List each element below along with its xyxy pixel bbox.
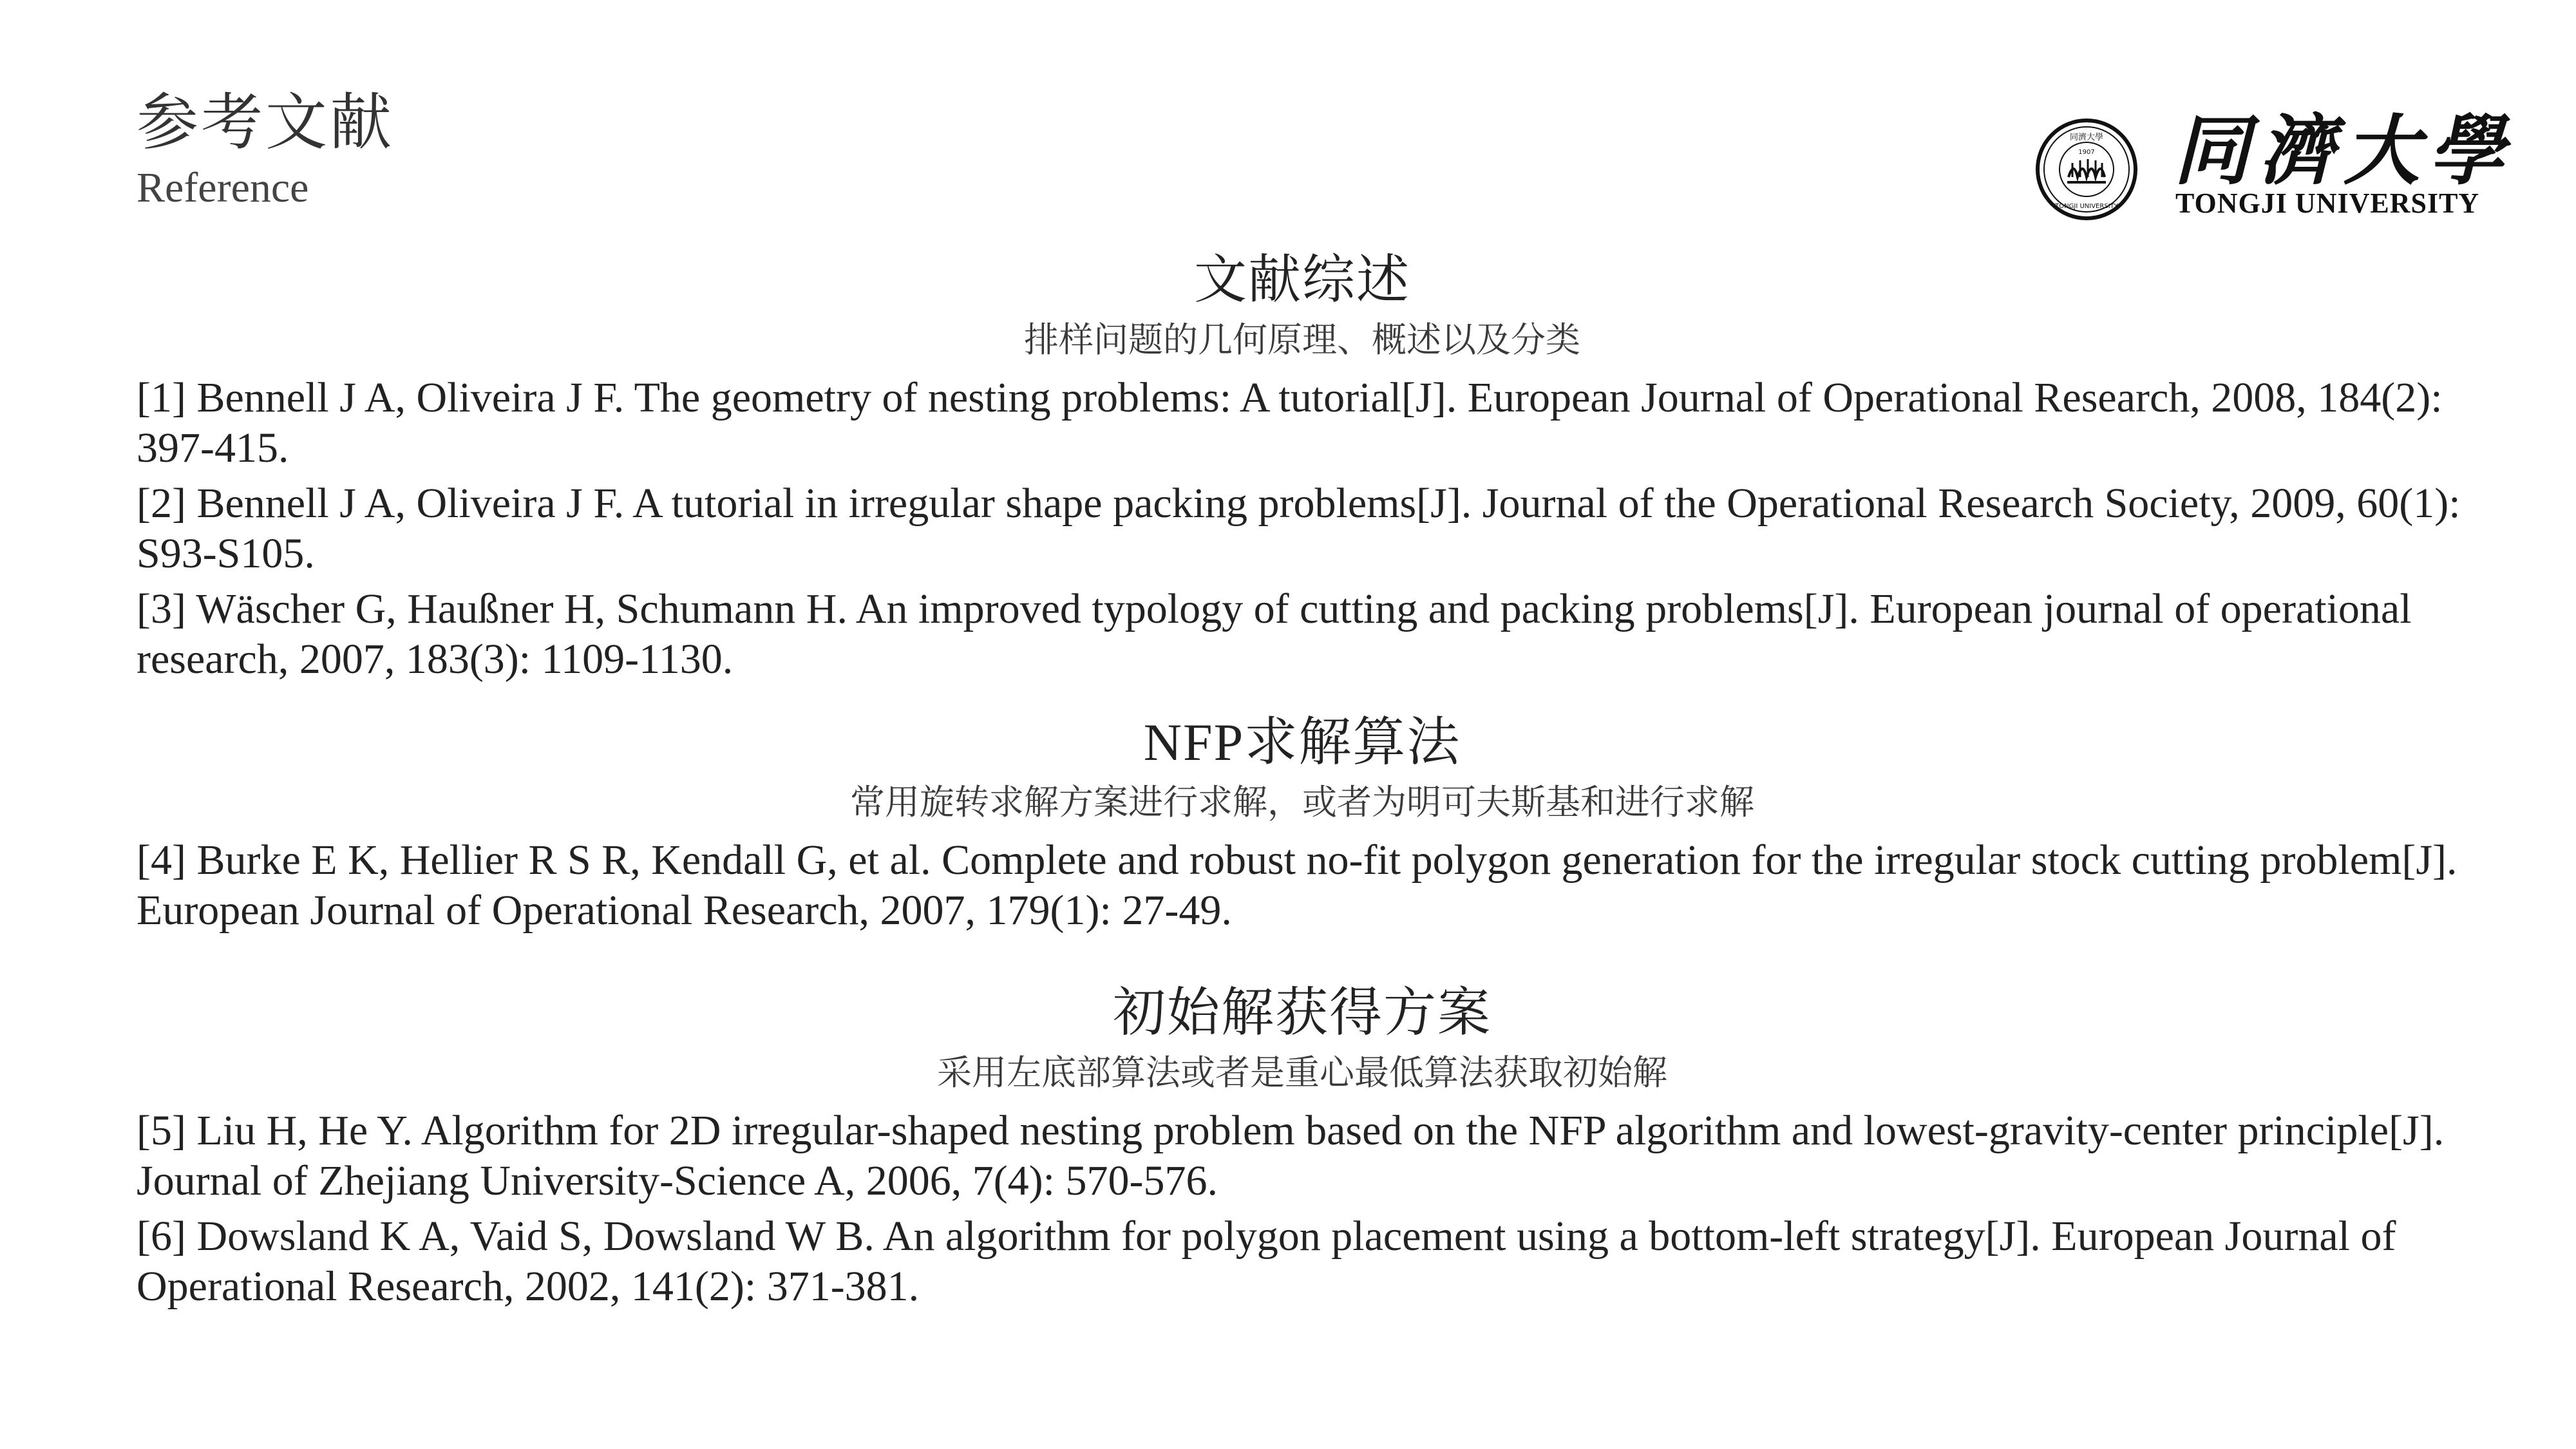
seal-text-top: 同濟大學 <box>2069 133 2104 142</box>
section-description: 采用左底部算法或者是重心最低算法获取初始解 <box>937 1052 1667 1093</box>
university-name-chinese: 同濟大學 <box>2174 106 2514 195</box>
page-heading <box>137 84 394 214</box>
section-description: 排样问题的几何原理、概述以及分类 <box>1024 319 1580 360</box>
university-name-english: TONGJI UNIVERSITY <box>2175 187 2480 219</box>
reference-item: [6] Dowsland K A, Vaid S, Dowsland W B. An algorithm for polygon placement using a bottom-left strategy[J]. European Journal of Operational Research, 2002, 141(2): 371-381. <box>137 1213 2396 1310</box>
page-subtitle: Reference <box>137 164 309 211</box>
reference-item: [5] Liu H, He Y. Algorithm for 2D irregular-shaped nesting problem based on the NFP algorithm and lowest-gravity-center principle[J]. Journal of Zhejiang University-Science A, 2006, 7(4): 570-576. <box>137 1107 2445 1204</box>
seal-year: 1907 <box>2078 149 2095 156</box>
seal-text-bottom: TONGJI UNIVERSITY <box>2055 203 2118 210</box>
section-heading: NFP求解算法 <box>1143 713 1461 772</box>
reference-item: [1] Bennell J A, Oliveira J F. The geometry of nesting problems: A tutorial[J]. European Journal of Operational Research, 2008, 184(2): 397-415. <box>137 374 2443 471</box>
section-nfp-algorithm <box>137 710 2468 936</box>
page-title: 参考文献 <box>137 86 394 158</box>
section-literature-review <box>137 248 2468 685</box>
reference-item: [2] Bennell J A, Oliveira J F. A tutorial in irregular shape packing problems[J]. Journal of the Operational Research Society, 2009, 60(1): S93-S105. <box>137 480 2461 577</box>
section-heading: 初始解获得方案 <box>1112 982 1492 1043</box>
section-description: 常用旋转求解方案进行求解，或者为明可夫斯基和进行求解 <box>850 782 1754 822</box>
section-heading: 文献综述 <box>1193 249 1410 310</box>
section-initial-solution <box>137 981 2468 1312</box>
reference-content <box>137 248 2468 1338</box>
reference-item: [3] Wäscher G, Haußner H, Schumann H. An improved typology of cutting and packing problems[J]. European journal of operational research, 2007, 183(3): 1109-1130. <box>137 585 2412 683</box>
university-logo <box>2035 106 2514 222</box>
reference-item: [4] Burke E K, Hellier R S R, Kendall G, et al. Complete and robust no-fit polygon generation for the irregular stock cutting problem[J]. European Journal of Operational Research, 2007, 179(1): 27-49. <box>137 837 2458 934</box>
university-seal-icon <box>2035 118 2138 221</box>
